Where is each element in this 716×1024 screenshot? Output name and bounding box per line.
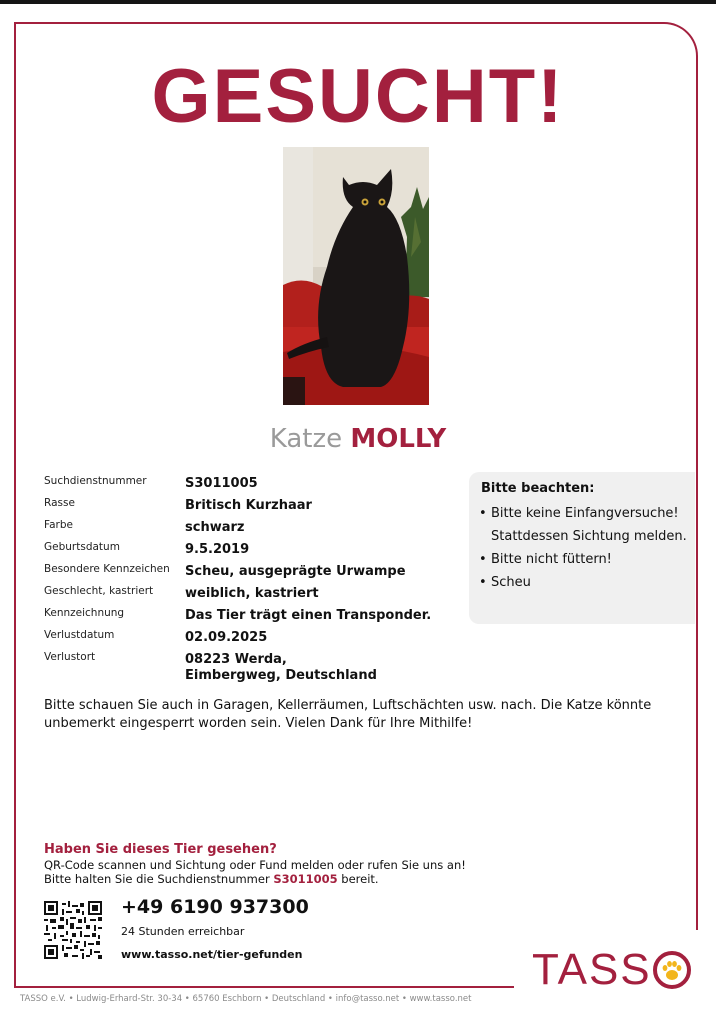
logo-text: TASS (532, 945, 652, 994)
detail-label-verlustort: Verlustort (44, 651, 96, 663)
detail-label-geschlecht: Geschlecht, kastriert (44, 585, 154, 597)
detail-value-verlustdatum: 02.09.2025 (185, 630, 268, 645)
detail-label-geburtsdatum: Geburtsdatum (44, 541, 120, 553)
species-label: Katze (269, 424, 343, 454)
cat-photo (283, 147, 429, 405)
search-hint-paragraph: Bitte schauen Sie auch in Garagen, Kellerräumen, Luftschächten usw. nach. Die Katze könnte unbemerkt eingesperrt worden sein. Vielen Dank für Ihre Mithilfe! (44, 698, 652, 731)
tasso-logo (532, 944, 692, 996)
detail-value-kennzeichnung: Das Tier trägt einen Transponder. (185, 608, 432, 623)
notice-title: Bitte beachten: (481, 481, 595, 496)
contact-search-number: S3011005 (273, 872, 338, 886)
detail-value-farbe: schwarz (185, 520, 245, 535)
detail-value-geburtsdatum: 9.5.2019 (185, 542, 250, 557)
detail-label-kennzeichnung: Kennzeichnung (44, 607, 125, 619)
contact-title: Haben Sie dieses Tier gesehen? (44, 842, 277, 857)
contact-line-2: Bitte halten Sie die Suchdienstnummer S3011005 bereit. (44, 872, 379, 886)
footer-address: TASSO e.V. • Ludwig-Erhard-Str. 30-34 • 65760 Eschborn • Deutschland • info@tasso.net • www.tasso.net (20, 994, 472, 1004)
notice-item: • Bitte nicht füttern! (479, 552, 612, 567)
contact-phone[interactable]: +49 6190 937300 (121, 896, 309, 918)
detail-label-rasse: Rasse (44, 497, 75, 509)
notice-item: • Scheu (479, 575, 531, 590)
headline: GESUCHT! (151, 54, 565, 139)
poster-frame-bottom (14, 986, 514, 988)
notice-item: • Bitte keine Einfangversuche! Stattdessen Sichtung melden. (479, 506, 687, 544)
top-edge-bar (0, 0, 716, 4)
detail-label-besondere-kennzeichen: Besondere Kennzeichen (44, 563, 170, 575)
paw-circle-icon (652, 950, 692, 994)
detail-value-verlustort: 08223 Werda, Eimbergweg, Deutschland (185, 652, 377, 683)
qr-code[interactable] (44, 901, 102, 959)
detail-label-suchdienstnummer: Suchdienstnummer (44, 475, 147, 487)
detail-label-farbe: Farbe (44, 519, 73, 531)
detail-value-besondere-kennzeichen: Scheu, ausgeprägte Urwampe (185, 564, 406, 579)
pet-name: MOLLY (350, 424, 447, 454)
detail-value-suchdienstnummer: S3011005 (185, 476, 258, 491)
detail-value-rasse: Britisch Kurzhaar (185, 498, 312, 513)
contact-text (44, 858, 514, 886)
pet-name-line (0, 422, 716, 456)
notice-list (479, 502, 691, 594)
contact-website-link[interactable]: www.tasso.net/tier-gefunden (121, 948, 303, 961)
detail-label-verlustdatum: Verlustdatum (44, 629, 115, 641)
contact-line-1: QR-Code scannen und Sichtung oder Fund melden oder rufen Sie uns an! (44, 858, 466, 872)
notice-box (469, 472, 695, 624)
contact-hours: 24 Stunden erreichbar (121, 925, 245, 938)
detail-value-geschlecht: weiblich, kastriert (185, 586, 319, 601)
